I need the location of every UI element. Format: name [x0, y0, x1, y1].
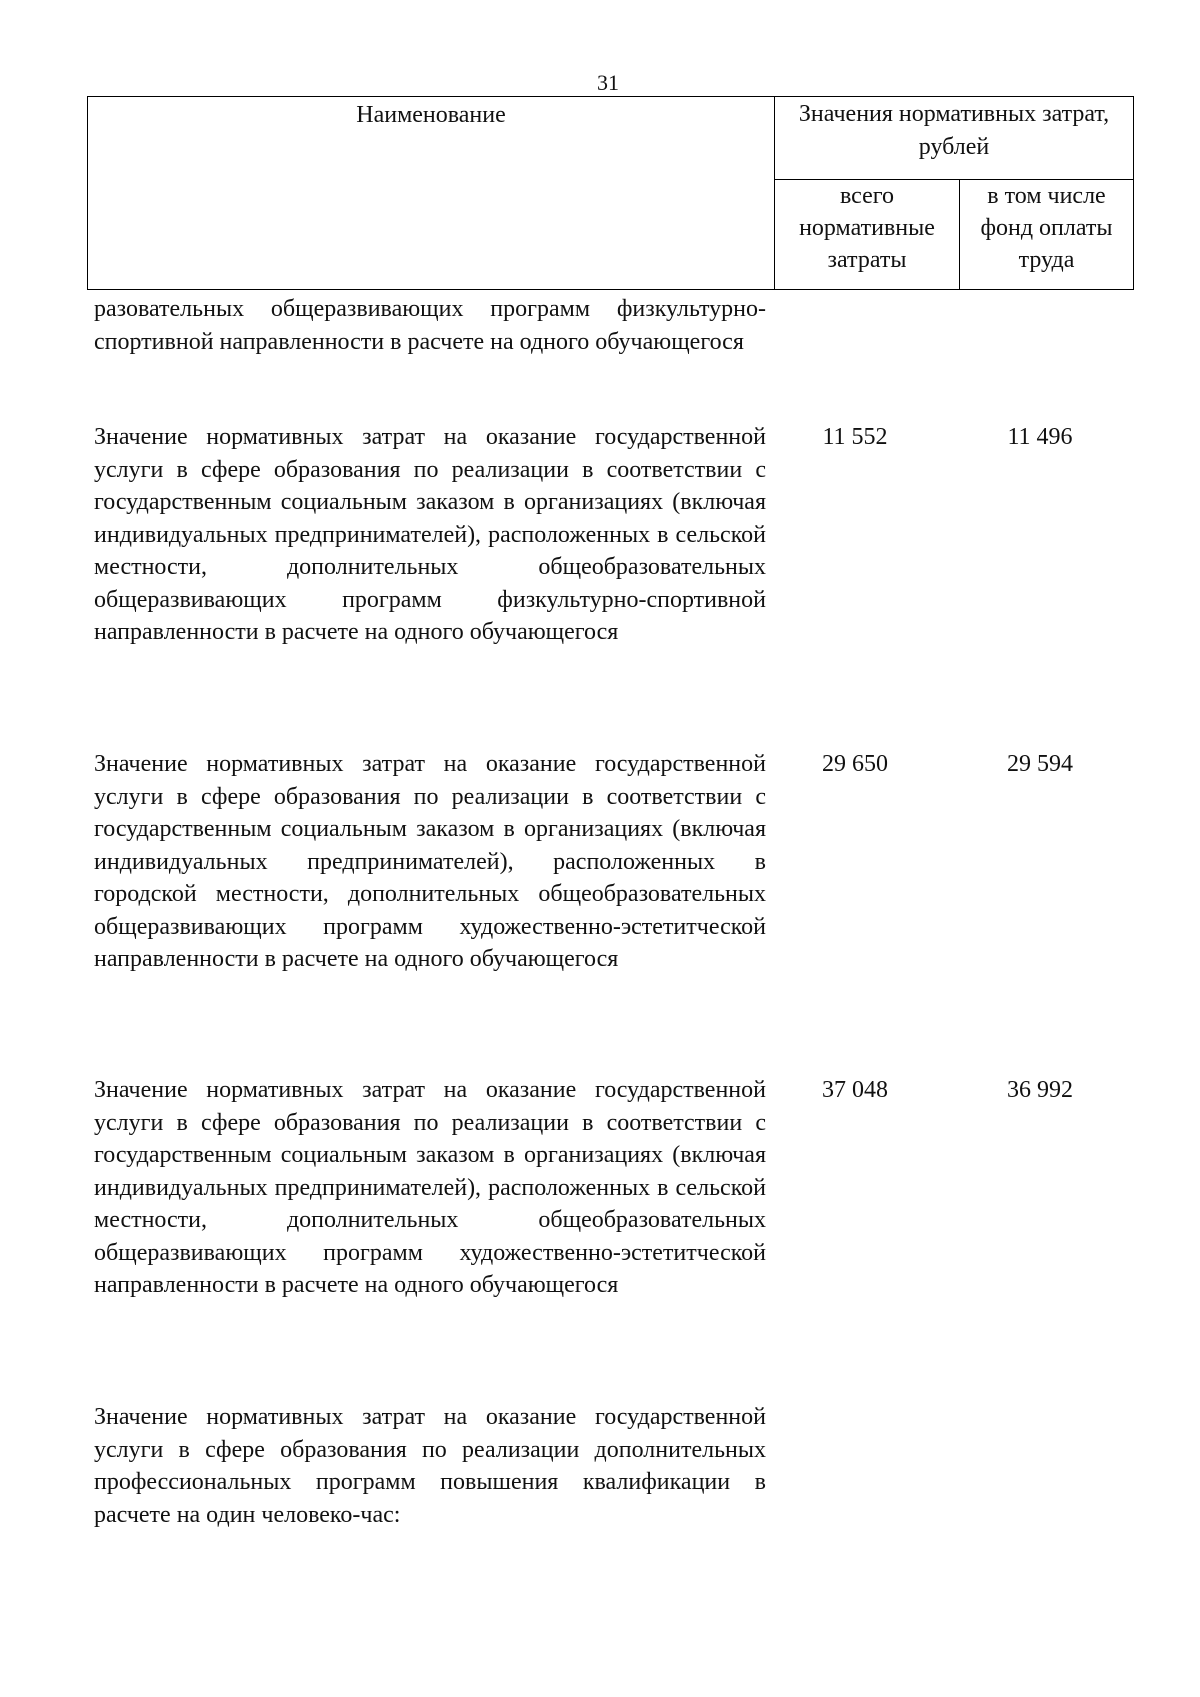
table-row-total: 29 650 — [822, 751, 888, 777]
table-row-total: 37 048 — [822, 1077, 888, 1103]
table-row-wage: 11 496 — [1007, 424, 1073, 450]
page-number: 31 — [597, 70, 619, 95]
header-values-column: Значения нормативных затрат, рублей — [775, 97, 1133, 180]
header-wage-column: в том числе фонд оплаты труда — [980, 183, 1113, 273]
table-row-total: 11 552 — [822, 424, 888, 450]
table-row-name: Значение нормативных затрат на оказание государственной услуги в сфере образования по реализации в соответствии с государственным социальным заказом в организациях (включая индивидуальных предпринимателей), расположенных в сельской местности, дополнительных общеобразовательных общеразвивающих программ художественно-эстетитческой направленности в расчете на одного обучающегося — [94, 1077, 766, 1298]
header-name-column: Наименование — [88, 97, 775, 289]
table-row-name: Значение нормативных затрат на оказание государственной услуги в сфере образования по реализации в соответствии с государственным социальным заказом в организациях (включая индивидуальных предпринимателей), расположенных в городской местности, дополнительных общеобразовательных общеразвивающих программ художественно-эстетитческой направленности в расчете на одного обучающегося — [94, 751, 766, 972]
table-row-name: Значение нормативных затрат на оказание государственной услуги в сфере образования по реализации дополнительных профессиональных программ повышения квалификации в расчете на один человеко-час: — [94, 1404, 766, 1528]
table-row-wage: 29 594 — [1007, 751, 1073, 777]
table-row-name: разовательных общеразвивающих программ физкультурно-спортивной направленности в расчете на одного обучающегося — [94, 296, 766, 355]
table-header — [87, 96, 1134, 290]
table-row-name: Значение нормативных затрат на оказание государственной услуги в сфере образования по реализации в соответствии с государственным социальным заказом в организациях (включая индивидуальных предпринимателей), расположенных в сельской местности, дополнительных общеобразовательных общеразвивающих программ физкультурно-спортивной направленности в расчете на одного обучающегося — [94, 424, 766, 645]
table-row-wage: 36 992 — [1007, 1077, 1073, 1103]
header-total-column: всего нормативные затраты — [775, 180, 960, 289]
